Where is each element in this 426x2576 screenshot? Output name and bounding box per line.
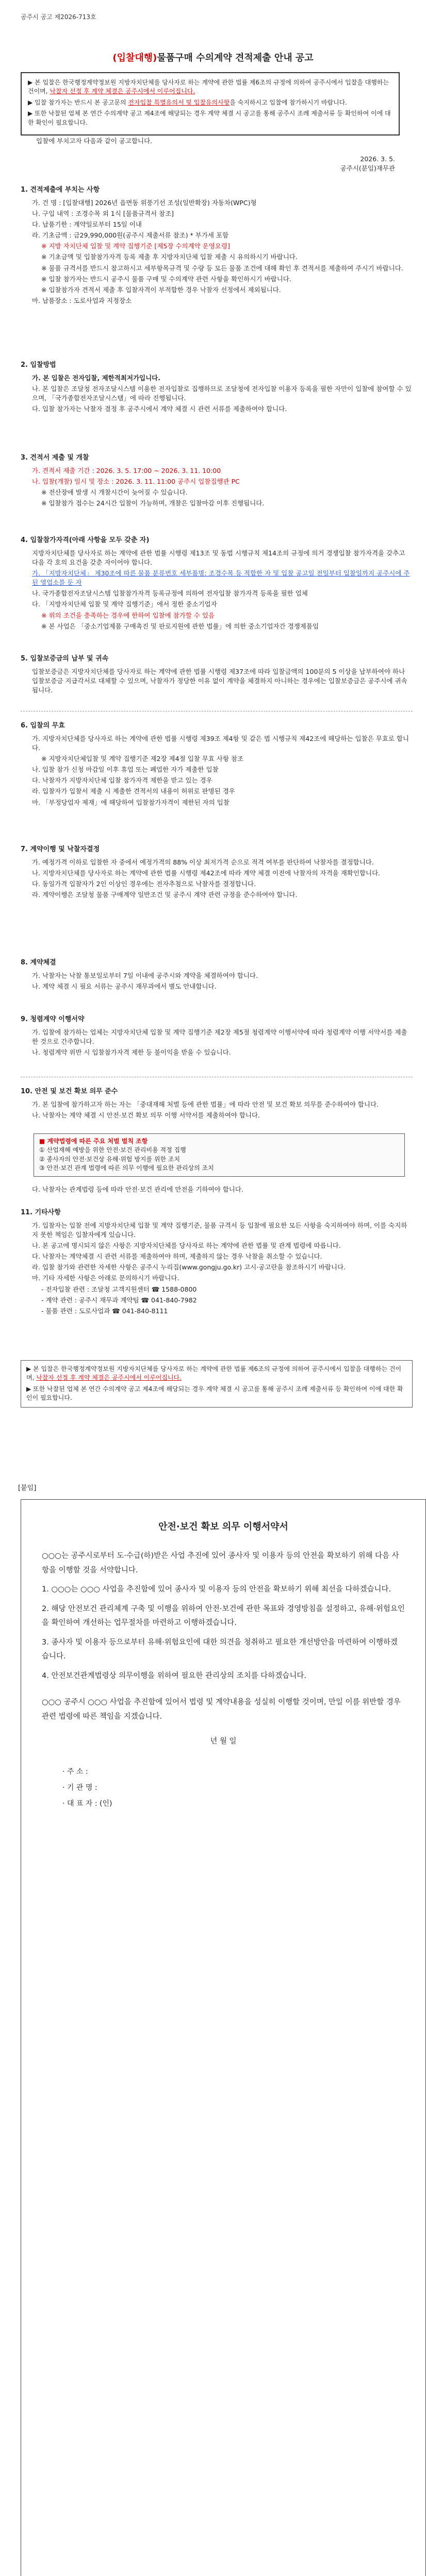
list-item: 나. 본 공고에 명시되지 않은 사항은 지방자치단체를 당사자로 하는 계약에 관한 법률 및 관계 법령에 따릅니다. [32, 1242, 341, 1250]
section-4 [21, 536, 413, 633]
section-1 [21, 185, 413, 307]
section-8 [21, 958, 413, 993]
notice-date: 2026. 3. 5. [360, 155, 395, 163]
list-item: ※ 본 사업은 「중소기업제품 구매촉진 및 판로지원에 관한 법률」에 의한 중소기업자간 경쟁제품임 [41, 622, 319, 630]
list-item: ※ 기초금액 및 입찰참가자격 등록 제출 후 지방자치단체 입찰 제출 시 유의하시기 바랍니다. [41, 253, 298, 261]
list-item: ※ 전산장애 발생 시 개찰시간이 늦어질 수 있습니다. [41, 488, 188, 497]
pledge-form [21, 1499, 426, 2576]
list-item: 나. 청렴계약 위반 시 입찰참가자격 제한 등 불이익을 받을 수 있습니다. [32, 1048, 231, 1057]
list-item: 마. 「부정당업자 제재」에 해당하여 입찰참가자격이 제한된 자의 입찰 [32, 798, 230, 806]
list-item: 다. 낙찰자는 계약체결 시 관련 서류를 제출하여야 하며, 제출하지 않는 경우 낙찰을 취소할 수 있습니다. [32, 1252, 322, 1261]
penalty-line: ① 산업재해 예방을 위한 안전·보건 관리비용 적정 집행 [39, 1146, 186, 1154]
issuer: 공주시(분임)재무관 [340, 164, 395, 172]
section-11 [21, 1208, 413, 1317]
list-item: 나. 구입 내역 : 조경수목 외 1식 [물품규격서 참조] [32, 209, 174, 217]
penalty-box [34, 1133, 405, 1177]
list-item: 지방자치단체를 당사자로 하는 계약에 관한 법률 시행령 제13조 및 동법 시행규칙 제14조의 규정에 의거 경쟁입찰 참가자격을 갖추고 다음 각 호의 요건을 갖춘 자이어야 합니다. [32, 549, 405, 566]
section-text: 입찰보증금은 지방자치단체를 당사자로 하는 계약에 관한 법률 시행령 제37조에 따라 입찰금액의 100분의 5 이상을 납부하여야 하나 입찰보증금 지급각서로 대체할 수 있으며, 낙찰자가 정당한 이유 없이 계약을 체결하지 아니하는 경우에는 입찰보증금은 공주시에 귀속됩니다. [32, 667, 407, 694]
section-heading: 8. 계약체결 [21, 959, 56, 967]
section-heading: 1. 견적제출에 부치는 사항 [21, 186, 100, 194]
section-heading: 10. 안전 및 보건 확보 의무 준수 [21, 1088, 118, 1095]
list-item: 나. 계약 체결 시 필요 서류는 공주시 재무과에서 별도 안내합니다. [32, 982, 217, 990]
section-5 [21, 654, 413, 697]
list-item: 다. 낙찰자는 관계법령 등에 따라 안전·보건 관리에 만전을 기하여야 합니다. [32, 1185, 243, 1193]
list-item: 가. 입찰에 참가하는 업체는 지방자치단체 입찰 및 계약 집행기준 제2장 제5절 청렴계약 이행서약에 따라 청렴계약 이행 서약서를 제출한 것으로 간주합니다. [32, 1028, 407, 1045]
sign-rep: · 대 표 자 : (인) [62, 1799, 112, 1808]
notice-number: 공주시 공고 제2026-713호 [21, 13, 96, 21]
list-item: 가. 낙찰자는 낙찰 통보일로부터 7일 이내에 공주시와 계약을 체결하여야 합니다. [32, 971, 258, 979]
bottom-warning-line-1: ▶ 본 입찰은 한국행정계약정보원 지방자치단체를 당사자로 하는 계약에 관한 법률 제6조의 규정에 의하여 공주시에서 입찰을 대행하는 건이며, 낙찰자 선정 후 계약 체결은 공주시에서 이루어집니다. [26, 1365, 402, 1382]
warning-line-2: ▶ 입찰 참가자는 반드시 본 공고문의 전자입찰 특별유의서 및 입찰유의사항을 숙지하시고 입찰에 참가하시기 바랍니다. [28, 98, 348, 106]
list-item: 가. 예정가격 이하로 입찰한 자 중에서 예정가격의 88% 이상 최저가격 순으로 적격 여부를 판단하여 낙찰자를 결정합니다. [32, 858, 374, 866]
list-item: 나. 지방자치단체를 당사자로 하는 계약에 관한 법률 시행령 제42조에 따라 계약 체결 이전에 낙찰자의 자격을 재확인합니다. [32, 869, 381, 877]
section-heading: 6. 입찰의 무효 [21, 722, 65, 730]
bottom-warning-line-2: ▶ 또한 낙찰된 업체 본 연간 수의계약 공고 제4조에 해당되는 경우 계약 체결 시 공고를 통해 공주시 조례 제출서류 등 확인하여 이에 대한 확인이 필요합니다. [26, 1385, 403, 1402]
list-item: 나. 입찰 참가 신청 마감일 이후 휴업 또는 폐업한 자가 제출한 입찰 [32, 766, 219, 774]
list-item: 가. 「지방자치단체」 제30조에 따른 물품 분류번호 세부품명: 조경수목 등 적합한 자 및 입찰 공고일 전일부터 입찰일까지 공주시에 주된 영업소를 둔 자 [32, 569, 410, 587]
list-item: 라. 입찰 참가와 관련한 자세한 사항은 공주시 누리집(www.gongju.go.kr) 고시·공고란을 참조하시기 바랍니다. [32, 1263, 346, 1272]
section-heading: 3. 견적서 제출 및 개찰 [21, 454, 89, 462]
section-3 [21, 453, 413, 510]
form-final: ○○○ 공주시 ○○○ 사업을 추진함에 있어서 법령 및 계약내용을 성실히 이행할 것이며, 만일 이를 위반할 경우 관련 법령에 따른 책임을 지겠습니다. [42, 1698, 401, 1721]
form-sign-lines [42, 1764, 405, 1811]
section-heading: 4. 입찰참가자격(아래 사항을 모두 갖춘 자) [21, 536, 150, 544]
sign-org: · 기 관 명 : [62, 1783, 97, 1792]
list-item: 다. 동일가격 입찰자가 2인 이상인 경우에는 전자추첨으로 낙찰자를 결정합니다. [32, 880, 256, 888]
list-item: - 물품 관련 : 도로사업과 ☎ 041-840-8111 [41, 1307, 168, 1315]
section-6 [21, 721, 413, 809]
list-item: 다. 입찰 참가자는 낙찰자 결정 후 공주시에서 계약 체결 시 관련 서류를 제출하여야 합니다. [32, 405, 287, 413]
list-item: 나. 입찰(개찰) 일시 및 장소 : 2026. 3. 11. 11:00 공주시 입찰집행관 PC [32, 477, 240, 485]
section-heading: 2. 입찰방법 [21, 361, 56, 369]
list-item: 마. 기타 자세한 사항은 아래로 문의하시기 바랍니다. [32, 1274, 179, 1282]
list-item: ※ 입찰 참가자는 반드시 공주시 물품 구매 및 수의계약 관련 사항을 확인하시기 바랍니다. [41, 275, 291, 283]
list-item: 가. 지방자치단체를 당사자로 하는 계약에 관한 법률 시행령 제39조 제4항 및 같은 법 시행규칙 제42조에 해당하는 입찰은 무효로 합니다. [32, 734, 409, 752]
title-prefix: (입찰대행) [112, 53, 157, 63]
section-heading: 11. 기타사항 [21, 1209, 61, 1216]
list-item: ※ 입찰참가 접수는 24시간 입찰이 가능하며, 개찰은 입찰마감 이후 진행됩니다. [41, 499, 265, 507]
intro-text: 입찰에 부치고자 다음과 같이 공고합니다. [36, 137, 153, 145]
form-date: 년 월 일 [210, 1737, 237, 1745]
list-item: 나. 낙찰자는 계약 체결 시 안전·보건 확보 의무 이행 서약서를 제출하여야 합니다. [32, 1111, 260, 1119]
list-item: 가. 본 입찰에 참가하고자 하는 자는 「중대재해 처벌 등에 관한 법률」에 따라 안전 및 보건 확보 의무를 준수하여야 합니다. [32, 1100, 379, 1108]
section-heading: 5. 입찰보증금의 납부 및 귀속 [21, 655, 109, 663]
attachment-tag: [붙임] [18, 1484, 37, 1492]
list-item: 나. 본 입찰은 조달청 전자조달시스템 이용한 전자입찰로 집행하므로 조달청에 전자입찰 이용자 등록을 필한 자만이 입찰에 참여할 수 있으며, 「국가종합전자조달시스템」에 따라 진행됩니다. [32, 384, 412, 402]
section-10-after [21, 1185, 413, 1196]
list-item: 마. 납품장소 : 도로사업과 지정장소 [32, 296, 132, 304]
penalty-line: ③ 안전·보건 관계 법령에 따른 의무 이행에 필요한 관리상의 조치 [39, 1164, 214, 1172]
section-heading: 9. 청렴계약 이행서약 [21, 1015, 85, 1023]
section-9 [21, 1015, 413, 1059]
list-item: ※ 위의 조건을 충족하는 경우에 한하여 입찰에 참가할 수 있음 [41, 611, 215, 619]
sign-address: · 주 소 : [62, 1768, 88, 1776]
list-item: 다. 낙찰자가 지방자치단체 입찰 참가자격 제한을 받고 있는 경우 [32, 776, 212, 785]
section-heading: 7. 계약이행 및 낙찰자결정 [21, 845, 100, 853]
list-item: 라. 기초금액 : 금29,990,000원(공주시 제출서류 참조) * 부가세 포함 [32, 231, 229, 240]
form-paragraph: 2. 해당 안전보건 관리체계 구축 및 이행을 위하여 안전·보건에 관한 목표와 경영방침을 설정하고, 유해·위험요인을 확인하여 개선하는 업무절차를 마련하고 이행하겠습니다. [42, 1604, 405, 1628]
section-10 [21, 1087, 413, 1122]
list-item: 다. 납품기한 : 계약일로부터 15일 이내 [32, 221, 142, 229]
list-item: 다. 「지방자치단체 입찰 및 계약 집행기준」에서 정한 중소기업자 [32, 600, 217, 608]
form-paragraph: 4. 안전보건관계법령상 의무이행을 위하여 필요한 관리상의 조치를 다하겠습니다. [42, 1671, 306, 1680]
warning-box [21, 72, 400, 135]
form-paragraph: ○○○는 공주시로부터 도·수급(하)받은 사업 추진에 있어 종사자 및 이용자 등의 안전을 확보하기 위해 다음 사항을 이행할 것을 서약합니다. [42, 1552, 399, 1574]
list-item: 가. 본 입찰은 전자입찰, 제한적최저가입니다. [32, 374, 161, 382]
form-paragraph: 3. 종사자 및 이용자 등으로부터 유해·위험요인에 대한 의견을 청취하고 필요한 개선방안을 마련하여 이행하겠습니다. [42, 1638, 398, 1661]
list-item: 라. 입찰자가 입찰서 제출 시 제출한 견적서의 내용이 허위로 판명된 경우 [32, 787, 235, 795]
page-title [10, 52, 416, 65]
form-paragraph: 1. ○○○는 ○○○ 사업을 추진함에 있어 종사자 및 이용자 등의 안전을 확보하기 위해 최선을 다하겠습니다. [42, 1585, 391, 1594]
warning-line-1: ▶ 본 입찰은 한국행정계약정보원 지방자치단체를 당사자로 하는 계약에 관한 법률 제6조의 규정에 의하여 공주시에서 입찰을 대행하는 건이며, 낙찰자 선정 후 계약 체결은 공주시에서 이루어집니다. [28, 79, 389, 95]
list-item: - 전자입찰 관련 : 조달청 고객지원센터 ☎ 1588-0800 [41, 1285, 197, 1293]
list-item: - 계약 관련 : 공주시 재무과 계약팀 ☎ 041-840-7982 [41, 1296, 197, 1304]
bottom-warning-box [21, 1360, 413, 1408]
form-body [21, 1534, 425, 1827]
form-title: 안전·보건 확보 의무 이행서약서 [158, 1521, 288, 1532]
list-item: ※ 지방자치단체입찰 및 계약 집행기준 제2장 제4절 입찰 무효 사항 참조 [41, 755, 244, 763]
section-7 [21, 845, 413, 901]
penalty-line: ② 종사자의 안전·보건상 유해·위험 방지를 위한 조치 [39, 1155, 181, 1163]
list-item: 나. 국가종합전자조달시스템 입찰참가자격 등록규정에 의하여 전자입찰 참가자격 등록을 필한 업체 [32, 589, 308, 598]
section-2 [21, 361, 413, 415]
list-item: 가. 견적서 제출 기간 : 2026. 3. 5. 17:00 ~ 2026. 3. 11. 10:00 [32, 466, 221, 474]
list-item: 라. 계약이행은 조달청 물품 구매계약 일반조건 및 공주시 계약 관련 규정을 준수하여야 합니다. [32, 891, 298, 899]
list-item: ※ 지방 자치단체 입찰 및 계약 집행기준 [제5장 수의계약 운영요령] [41, 242, 230, 250]
penalty-box-title: ■ 계약법령에 따른 주요 처벌 벌칙 조항 [39, 1138, 148, 1145]
notice-document [10, 0, 416, 2576]
list-item: ※ 입찰참가자 견적서 제출 후 입찰자격이 부적합한 경우 낙찰자 선정에서 제외됩니다. [41, 285, 281, 294]
list-item: 가. 건 명 : [입찰대행] 2026년 읍면동 위풍기선 조성(일반확장) 자동차(WPC)형 [32, 198, 257, 207]
warning-line-3: ▶ 또한 낙찰된 업체 본 연간 수의계약 공고 제4조에 해당되는 경우 계약 체결 시 공고를 통해 공주시 조례 제출서류 등 확인하여 이에 대한 확인이 필요합니다. [28, 110, 391, 126]
title-main: 물품구매 수의계약 견적제출 안내 공고 [157, 53, 314, 63]
list-item: 가. 입찰자는 입찰 전에 지방자치단체 입찰 및 계약 집행기준, 물품 규격서 등 입찰에 필요한 모든 사항을 숙지하여야 하며, 이를 숙지하지 못한 책임은 입찰자에게 있습니다. [32, 1221, 407, 1239]
list-item: ※ 물품 규격서를 반드시 참고하시고 세부항목규격 및 수량 등 모든 물품 조건에 대해 확인 후 견적서를 제출하여 주시기 바랍니다. [41, 264, 403, 272]
